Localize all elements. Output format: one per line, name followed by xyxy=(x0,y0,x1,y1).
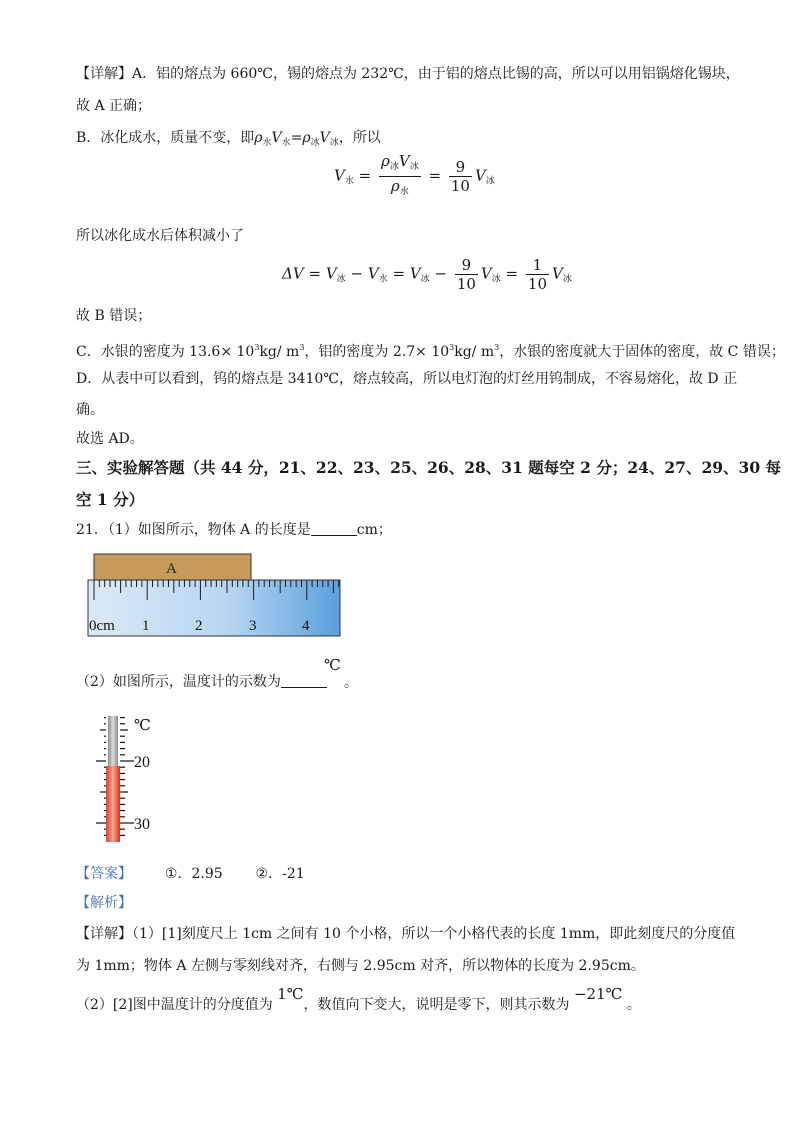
equals: = xyxy=(392,264,406,283)
answer-line xyxy=(76,864,305,884)
exponent: 3 xyxy=(494,343,500,352)
section-heading-cont: 空 1 分） xyxy=(76,490,145,509)
denominator: 10 xyxy=(456,275,476,293)
answer-choice: 故选 AD。 xyxy=(76,431,144,447)
section-heading: 三、实验解答题（共 44 分，21、22、23、25、26、28、31 题每空 2 分；24、27、29、30 每 xyxy=(76,458,782,477)
answer-1: ①．2.95 xyxy=(164,866,223,882)
denominator: 10 xyxy=(527,275,547,293)
v-symbol: V xyxy=(325,264,337,283)
question-21-text: 21．（1）如图所示，物体 A 的长度是 xyxy=(76,522,311,538)
object-a-label: A xyxy=(166,561,177,577)
v-symbol: V xyxy=(398,152,410,170)
thermo-label-20: 20 xyxy=(134,754,150,771)
sub-ice: 冰 xyxy=(329,138,339,148)
reading-value: −21℃ xyxy=(573,985,623,1003)
question-21-part2 xyxy=(76,672,327,692)
paragraph-d: D．从表中可以看到，钨的熔点是 3410℃，熔点较高，所以电灯泡的灯丝用钨制成，不容易熔化，故 D 正 xyxy=(76,371,738,387)
paragraph-c xyxy=(76,338,785,362)
equals: = xyxy=(358,166,372,185)
volume-symbol: V xyxy=(271,130,282,146)
ruler-label-0cm: 0cm xyxy=(89,618,115,634)
b-conclusion: 故 B 错误； xyxy=(76,308,152,324)
rho-symbol: ρ xyxy=(254,130,263,146)
c-unit-2: kg/ m xyxy=(454,344,495,360)
equals: = xyxy=(428,166,442,185)
paragraph-d-cont: 确。 xyxy=(76,402,104,418)
detail-text-3-mid: ，数值向下变大，说明是零下，则其示数为 xyxy=(303,997,570,1013)
answer-blank xyxy=(311,521,357,536)
rho-symbol: ρ xyxy=(302,130,311,146)
equals: = xyxy=(290,130,303,146)
ruler-label-1: 1 xyxy=(142,618,150,634)
numerator: 9 xyxy=(449,158,472,177)
ruler-figure xyxy=(86,552,344,638)
detail-text-3-post: 。 xyxy=(626,997,641,1013)
v-symbol: V xyxy=(480,264,492,283)
fraction-nine-tenths xyxy=(449,158,472,195)
rho-symbol: ρ xyxy=(390,177,400,195)
v-symbol: V xyxy=(409,264,421,283)
sub-ice: 冰 xyxy=(310,138,320,148)
c-text-1: C．水银的密度为 13.6× 10 xyxy=(76,344,255,360)
answer-2: ②．-21 xyxy=(255,866,305,882)
numerator: 9 xyxy=(455,256,478,275)
fraction-nine-tenths xyxy=(455,256,478,293)
detail-tag-2: 【详解】 xyxy=(76,926,132,942)
minus: − xyxy=(434,264,448,283)
detail-text-a: A．铝的熔点为 660℃，锡的熔点为 232℃，由于铝的熔点比锡的高，所以可以用铝锅熔化锡块， xyxy=(132,66,740,82)
v-symbol: V xyxy=(367,264,379,283)
exponent: 3 xyxy=(449,343,455,352)
detail-paragraph-a xyxy=(76,64,740,84)
paragraph-b-suffix: ，所以 xyxy=(338,130,381,146)
sub-ice: 冰 xyxy=(562,274,572,285)
paragraph-b-prefix: B．冰化成水，质量不变，即 xyxy=(76,130,255,146)
thermo-glass-empty xyxy=(108,716,118,766)
detail-line-1 xyxy=(76,924,735,944)
sub-ice: 冰 xyxy=(336,274,346,285)
question-21-part1 xyxy=(76,520,392,540)
denominator: 10 xyxy=(450,177,470,195)
formula-delta-volume xyxy=(282,256,572,293)
minus: − xyxy=(350,264,364,283)
volume-decrease-text: 所以冰化成水后体积减小了 xyxy=(76,228,244,244)
exponent: 3 xyxy=(299,343,305,352)
division-value: 1℃ xyxy=(277,985,304,1003)
answer-blank-2 xyxy=(281,673,327,688)
v-symbol: V xyxy=(474,166,486,185)
c-text-3: ，水银的密度就大于固体的密度，故 C 错误； xyxy=(499,344,785,360)
detail-text-3-pre: （2）[2]图中温度计的分度值为 xyxy=(76,997,273,1013)
sub-water: 水 xyxy=(344,176,354,187)
detail-line-3 xyxy=(76,985,641,1015)
sub-water: 水 xyxy=(399,187,409,197)
thermo-label-30: 30 xyxy=(134,816,150,833)
ruler-label-2: 2 xyxy=(195,618,203,634)
sub-water: 水 xyxy=(378,274,388,285)
sub-water: 水 xyxy=(281,138,291,148)
volume-symbol: V xyxy=(319,130,330,146)
detail-line-2: 为 1mm；物体 A 左侧与零刻线对齐，右侧与 2.95cm 对齐，所以物体的长度为 2.95cm。 xyxy=(76,958,645,974)
rho-symbol: ρ xyxy=(381,152,390,170)
v-symbol: V xyxy=(552,264,563,283)
sub-water: 水 xyxy=(262,138,272,148)
formula-volume-water xyxy=(334,152,495,201)
c-unit-1: kg/ m xyxy=(259,344,300,360)
unit-cm: cm； xyxy=(356,522,392,538)
sub-ice: 冰 xyxy=(491,274,501,285)
thermometer-figure xyxy=(84,714,164,844)
detail-text-1: （1）[1]刻度尺上 1cm 之间有 10 个小格，所以一个小格代表的长度 1mm，即此刻度尺的分度值 xyxy=(132,926,736,942)
v-symbol: V xyxy=(334,166,345,185)
ruler-label-3: 3 xyxy=(249,618,257,634)
answer-tag: 【答案】 xyxy=(76,866,132,882)
paragraph-b xyxy=(76,128,381,153)
equals: = xyxy=(505,264,519,283)
delta-v: ΔV xyxy=(282,264,304,283)
numerator: 1 xyxy=(526,256,549,275)
ruler-label-4: 4 xyxy=(302,618,310,634)
analysis-tag: 【解析】 xyxy=(76,895,132,911)
unit-celsius: ℃ xyxy=(324,656,341,674)
exponent: 3 xyxy=(254,343,260,352)
thermo-unit: ℃ xyxy=(134,718,151,734)
sub-ice: 冰 xyxy=(420,274,430,285)
thermo-liquid-column xyxy=(106,766,120,842)
period: 。 xyxy=(344,675,358,691)
sub-ice: 冰 xyxy=(389,162,399,172)
sub-ice: 冰 xyxy=(409,162,419,172)
c-text-2: ，铝的密度为 2.7× 10 xyxy=(304,344,450,360)
question-21-text-2: （2）如图所示，温度计的示数为 xyxy=(76,674,281,690)
fraction-density xyxy=(379,152,421,201)
detail-text-a-cont: 故 A 正确； xyxy=(76,98,152,114)
sub-ice: 冰 xyxy=(485,176,495,187)
detail-tag: 【详解】 xyxy=(76,66,132,82)
fraction-one-tenth xyxy=(526,256,549,293)
equals: = xyxy=(308,264,322,283)
